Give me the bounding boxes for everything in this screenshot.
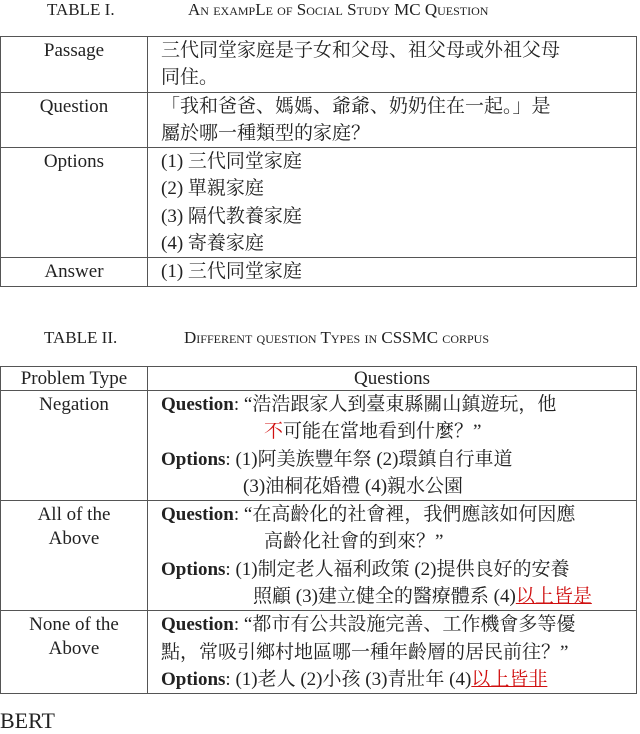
table1-title: An exampLe of Social Study MC Question — [188, 0, 489, 19]
question-cell — [148, 611, 637, 694]
table2 — [0, 366, 637, 694]
row-content — [148, 258, 637, 286]
question-text: : “都市有公共設施完善、工作機會多等優 — [233, 614, 576, 636]
text-line: 三代同堂家庭是子女和父母、祖父母或外祖父母 — [161, 40, 561, 61]
table-row — [1, 148, 637, 258]
question-label: Question — [161, 394, 234, 415]
question-text: 高齡化社會的到來？” — [264, 531, 444, 553]
header-problem-type: Problem Type — [1, 367, 148, 391]
question-text: 點，常吸引鄉村地區哪一種年齡層的居民前往？” — [161, 641, 569, 663]
options-text: 照顧 (3)建立健全的醫療體系 (4) — [253, 586, 516, 608]
row-label: Question — [1, 92, 148, 148]
options-text: : (1)阿美族豐年祭 (2)環鎮自行車道 — [225, 448, 513, 470]
question-text: 可能在當地看到什麼？” — [283, 421, 482, 443]
text-line: Above — [48, 528, 100, 550]
problem-type: Negation — [1, 391, 148, 501]
question-cell — [148, 391, 637, 501]
table-row — [1, 92, 637, 148]
options-label: Options — [161, 448, 226, 470]
text-line: (4) 寄養家庭 — [161, 233, 264, 255]
question-label: Question — [161, 614, 234, 636]
table-row — [1, 611, 637, 694]
text-line: 同住。 — [161, 67, 219, 89]
text-line: None of the — [29, 614, 119, 636]
row-label: Options — [1, 148, 148, 258]
question-cell — [148, 501, 637, 611]
options-text: : (1)制定老人福利政策 (2)提供良好的安養 — [225, 558, 570, 580]
options-text: (3)油桐花婚禮 (4)親水公園 — [243, 475, 464, 497]
table1 — [0, 36, 637, 287]
body-text-partial: BERT — [0, 708, 55, 733]
highlight-text: 不 — [264, 421, 284, 443]
header-questions: Questions — [148, 367, 637, 391]
row-label: Passage — [1, 37, 148, 93]
table-row — [1, 37, 637, 93]
options-text: : (1)老人 (2)小孩 (3)青壯年 (4) — [225, 668, 472, 690]
question-label: Question — [161, 504, 234, 526]
table-row — [1, 258, 637, 286]
question-text: : “浩浩跟家人到臺東縣關山鎮遊玩，他 — [233, 394, 557, 415]
table-row — [1, 501, 637, 611]
row-content — [148, 92, 637, 148]
text-line: (2) 單親家庭 — [161, 178, 264, 200]
text-line: 屬於哪一種類型的家庭？ — [161, 122, 371, 144]
text-line: 「我和爸爸、媽媽、爺爺、奶奶住在一起。」是 — [161, 95, 551, 117]
row-label: Answer — [1, 258, 148, 286]
options-label: Options — [161, 558, 226, 580]
text-line: (3) 隔代教養家庭 — [161, 205, 302, 227]
text-line: All of the — [37, 504, 111, 526]
table-row — [1, 391, 637, 501]
options-label: Options — [161, 668, 226, 690]
text-line: Above — [48, 638, 100, 660]
problem-type — [1, 611, 148, 694]
table2-number: TABLE II. — [44, 328, 118, 347]
text-line: (1) 三代同堂家庭 — [161, 261, 302, 283]
header-row — [1, 367, 637, 391]
highlight-answer: 以上皆是 — [515, 586, 592, 608]
row-content — [148, 148, 637, 258]
question-text: : “在高齡化的社會裡，我們應該如何因應 — [233, 504, 576, 526]
highlight-answer: 以上皆非 — [471, 668, 548, 690]
text-line: (1) 三代同堂家庭 — [161, 151, 302, 173]
table1-number: TABLE I. — [47, 0, 115, 19]
row-content — [148, 37, 637, 93]
problem-type — [1, 501, 148, 611]
table2-title: Different question Types in CSSMC corpus — [184, 328, 489, 347]
